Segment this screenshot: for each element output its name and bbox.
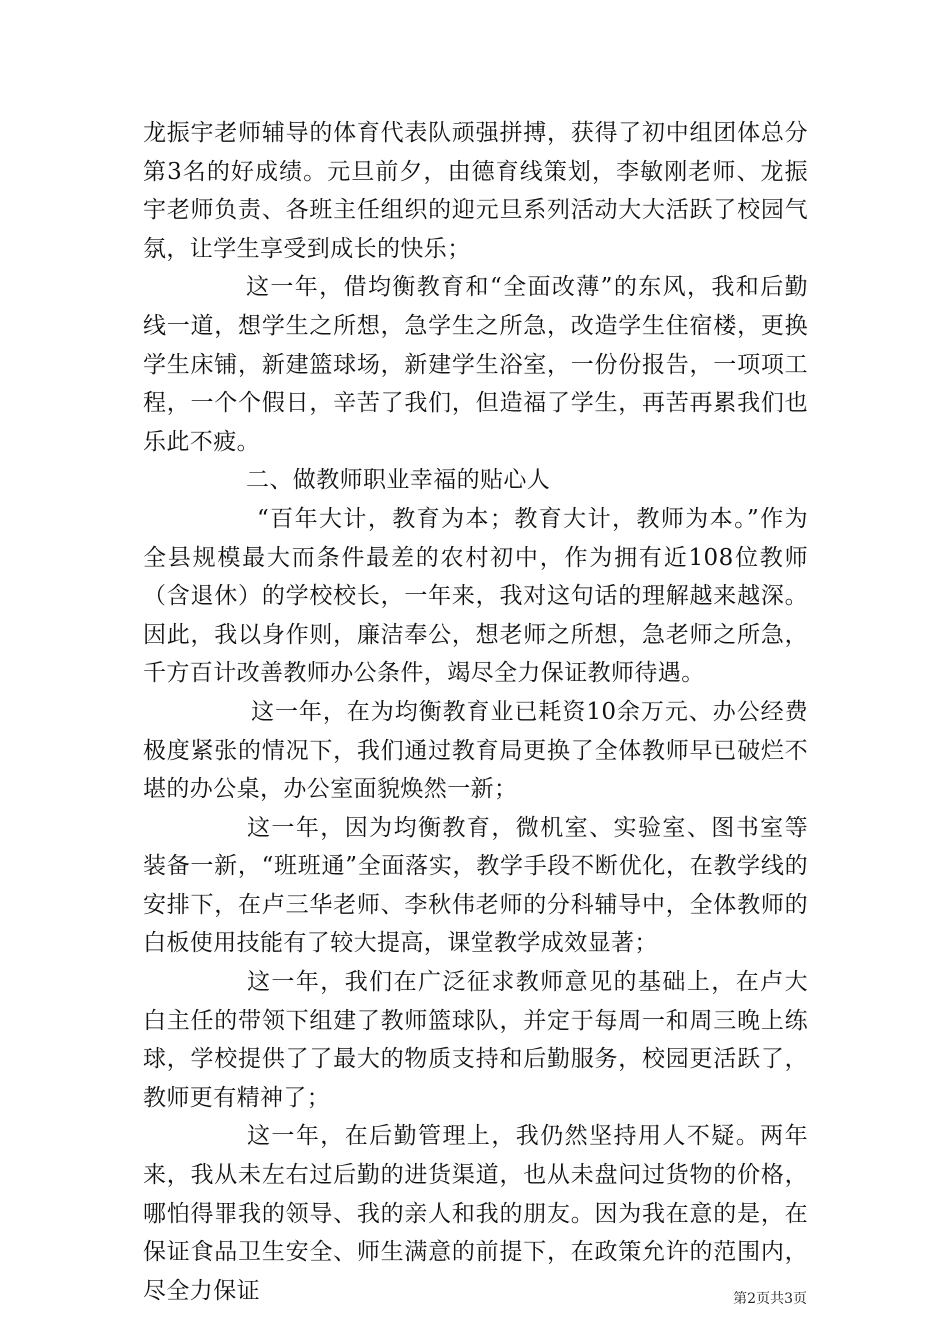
paragraph-3: “百年大计，教育为本；教育大计，教师为本。”作为全县规模最大而条件最差的农村初中，作为拥有近108位教师（含退休）的学校校长，一年来，我对这句话的理解越来越深。因此，我以身作则，廉洁奉公，想老师之所想，急老师之所急，千方百计改善教师办公条件，竭尽全力保证教师待遇。: [143, 505, 808, 687]
paragraph-5: 这一年，因为均衡教育，微机室、实验室、图书室等装备一新，“班班通”全面落实，教学手段不断优化，在教学线的安排下，在卢三华老师、李秋伟老师的分科辅导中，全体教师的白板使用技能有了较大提高，课堂教学成效显著；: [143, 814, 808, 957]
paragraph-2: 这一年，借均衡教育和“全面改薄”的东风，我和后勤线一道，想学生之所想，急学生之所急，改造学生住宿楼，更换学生床铺，新建篮球场，新建学生浴室，一份份报告，一项项工程，一个个假日，辛苦了我们，但造福了学生，再苦再累我们也乐此不疲。: [143, 274, 808, 455]
paragraph-7: 这一年，在后勤管理上，我仍然坚持用人不疑。两年来，我从未左右过后勤的进货渠道，也从未盘问过货物的价格，哪怕得罪我的领导、我的亲人和我的朋友。因为我在意的是，在保证食品卫生安全、师生满意的前提下，在政策允许的范围内，尽全力保证: [143, 1123, 808, 1304]
paragraph-4: 这一年，在为均衡教育业已耗资10余万元、办公经费极度紧张的情况下，我们通过教育局更换了全体教师早已破烂不堪的办公桌，办公室面貌焕然一新；: [143, 698, 808, 803]
section-heading: 二、做教师职业幸福的贴心人: [246, 467, 551, 494]
page-number: 第2页共3页: [733, 1291, 807, 1307]
document-body: [143, 114, 808, 1310]
paragraph-6: 这一年，我们在广泛征求教师意见的基础上，在卢大白主任的带领下组建了教师篮球队，并定于每周一和周三晚上练球，学校提供了了最大的物质支持和后勤服务，校园更活跃了，教师更有精神了；: [143, 969, 808, 1111]
paragraph-1: 龙振宇老师辅导的体育代表队顽强拼搏，获得了初中组团体总分第3名的好成绩。元旦前夕，由德育线策划，李敏刚老师、龙振宇老师负责、各班主任组织的迎元旦系列活动大大活跃了校园气氛，让学生享受到成长的快乐；: [143, 120, 808, 262]
